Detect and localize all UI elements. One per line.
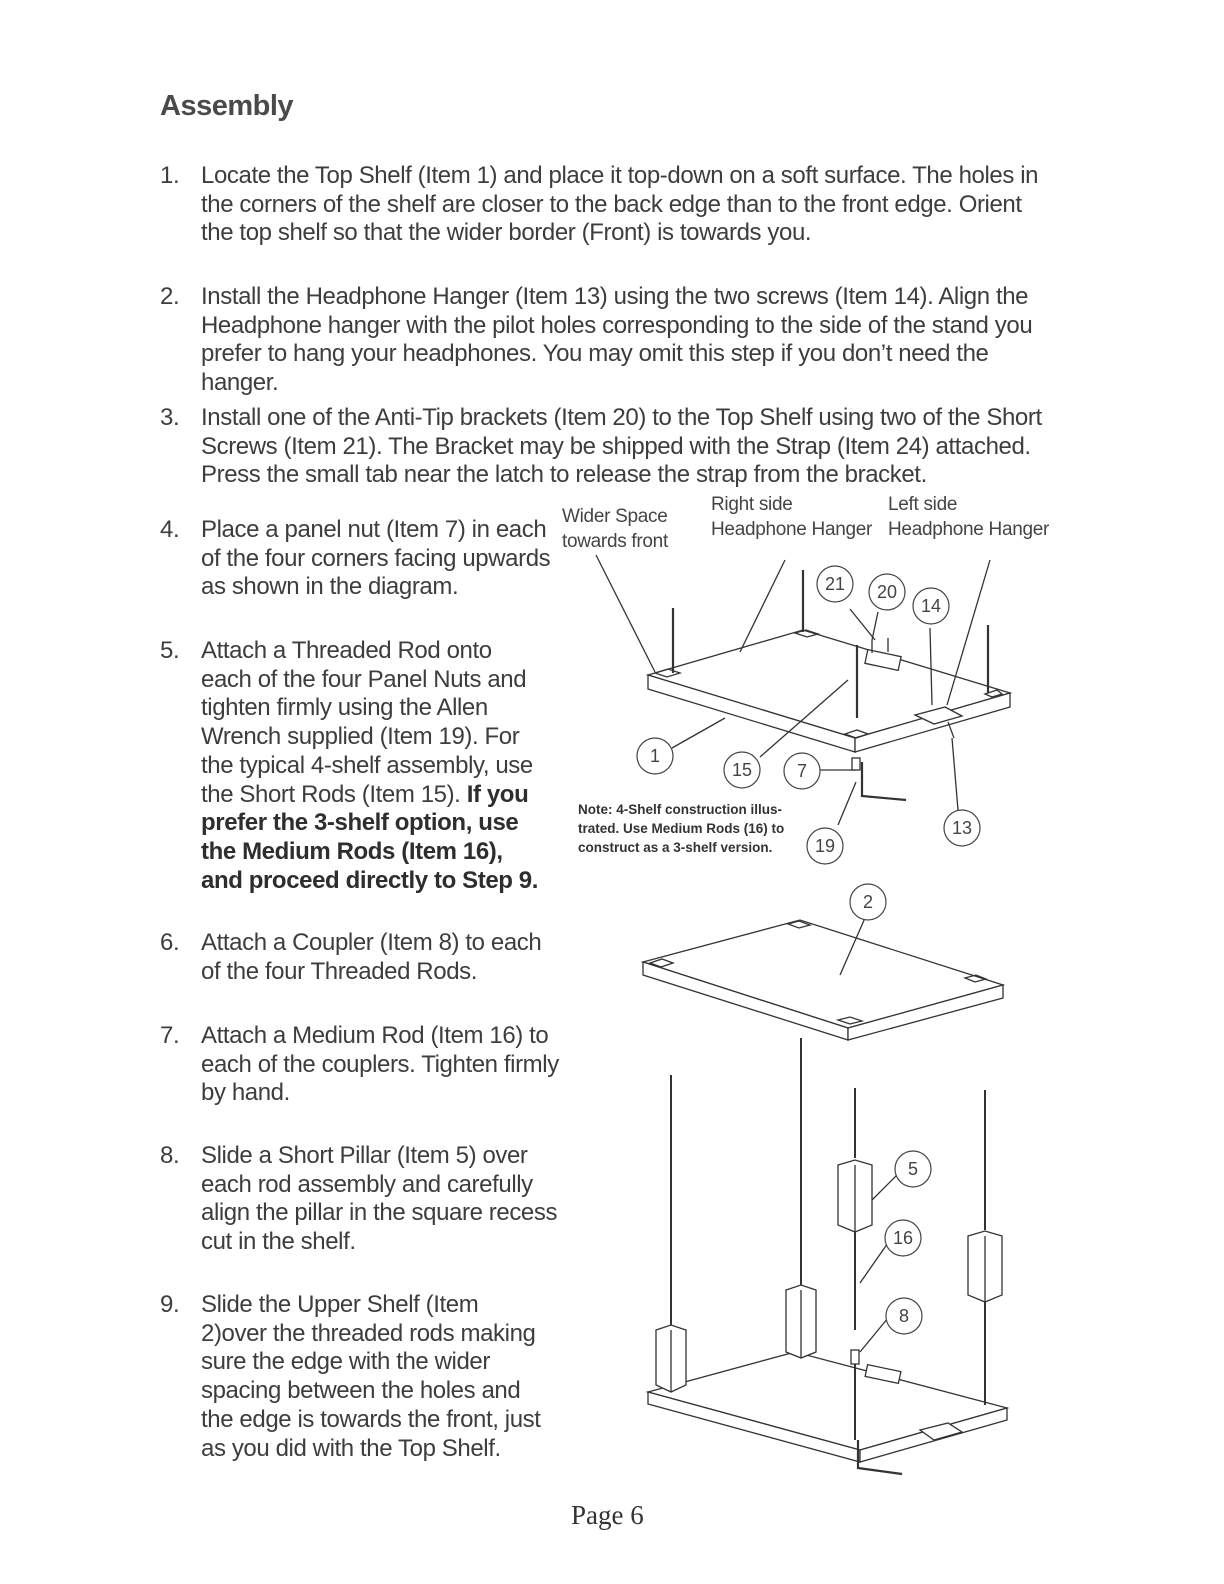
callout-15: 15 [731,760,753,780]
step-number: 9. [160,1291,180,1318]
step-5 [160,637,545,895]
callout-1: 1 [649,746,661,766]
step-9 [160,1291,545,1463]
callout-5: 5 [907,1159,919,1179]
section-heading: Assembly [160,90,294,122]
upper-shelf [643,920,1003,1040]
step-text: Install the Headphone Hanger (Item 13) using the two screws (Item 14). Align the Headphone hanger with the pilot holes corresponding to the side of the stand you prefer to hang your headphones. You may omit this step if you don’t need the hanger. [201,283,1033,397]
step-text: Install one of the Anti-Tip brackets (Item 20) to the Top Shelf using two of the Short Screws (Item 21). The Bracket may be shipped with the Strap (Item 24) attached. Press the small tab near the latch to release the strap from the bracket. [201,404,1042,489]
callout-21: 21 [824,574,846,594]
step-text: Place a panel nut (Item 7) in each of the four corners facing upwards as shown in the diagram. [201,516,551,601]
step-text: Attach a Threaded Rod onto each of the four Panel Nuts and tighten firmly using the Allen Wrench supplied (Item 19). For the typical 4-shelf assembly, use the Short Rods (Item 15). [201,637,533,808]
step-3 [160,404,1060,490]
step-number: 6. [160,929,180,956]
label-right-side: Right side [711,494,793,515]
step-number: 4. [160,516,180,543]
step-number: 2. [160,283,180,310]
step-text: Locate the Top Shelf (Item 1) and place it top-down on a soft surface. The holes in the corners of the shelf are closer to the back edge than to the front edge. Orient the top shelf so that the wider border (Front) is towards you. [201,162,1039,247]
step-8 [160,1142,560,1257]
callout-20: 20 [876,582,898,602]
page-number: Page 6 [571,1500,644,1530]
step-number: 1. [160,162,180,189]
step-number: 8. [160,1142,180,1169]
callout-7: 7 [796,761,808,781]
step-text: Attach a Coupler (Item 8) to each of the four Threaded Rods. [201,929,542,985]
step-number: 5. [160,637,180,664]
callout-19: 19 [814,836,836,856]
diagram-note: Note: 4-Shelf construction illus- trated. Use Medium Rods (16) to construct as a 3-shelf version. [578,802,785,855]
step-text-emphasis: If you prefer the 3-shelf option, use the Medium Rods (Item 16), and proceed directly to Step 9. [201,780,539,894]
step-2 [160,283,1060,398]
lower-shelf [648,1352,1007,1474]
step-7 [160,1022,560,1108]
step-number: 7. [160,1022,180,1049]
label-left-headphone-hanger: Headphone Hanger [888,519,1050,540]
step-6 [160,929,560,986]
callout-13: 13 [951,818,973,838]
step-number: 3. [160,404,180,431]
step-1 [160,162,1060,248]
step-4 [160,516,560,602]
callout-14: 14 [920,596,942,616]
callout-16: 16 [892,1228,914,1248]
step-text: Slide the Upper Shelf (Item 2)over the threaded rods making sure the edge with the wider spacing between the holes and the edge is towards the front, just as you did with the Top Shelf. [201,1291,541,1462]
callout-2: 2 [862,892,874,912]
step-text: Slide a Short Pillar (Item 5) over each rod assembly and carefully align the pillar in the square recess cut in the shelf. [201,1142,558,1256]
label-wider-space: Wider Space [562,506,668,527]
callout-8: 8 [898,1306,910,1326]
step-text: Attach a Medium Rod (Item 16) to each of the couplers. Tighten firmly by hand. [201,1022,559,1107]
label-right-headphone-hanger: Headphone Hanger [711,519,873,540]
assembly-diagram [540,490,1080,1490]
label-towards-front: towards front [562,531,668,552]
label-left-side: Left side [888,494,958,515]
